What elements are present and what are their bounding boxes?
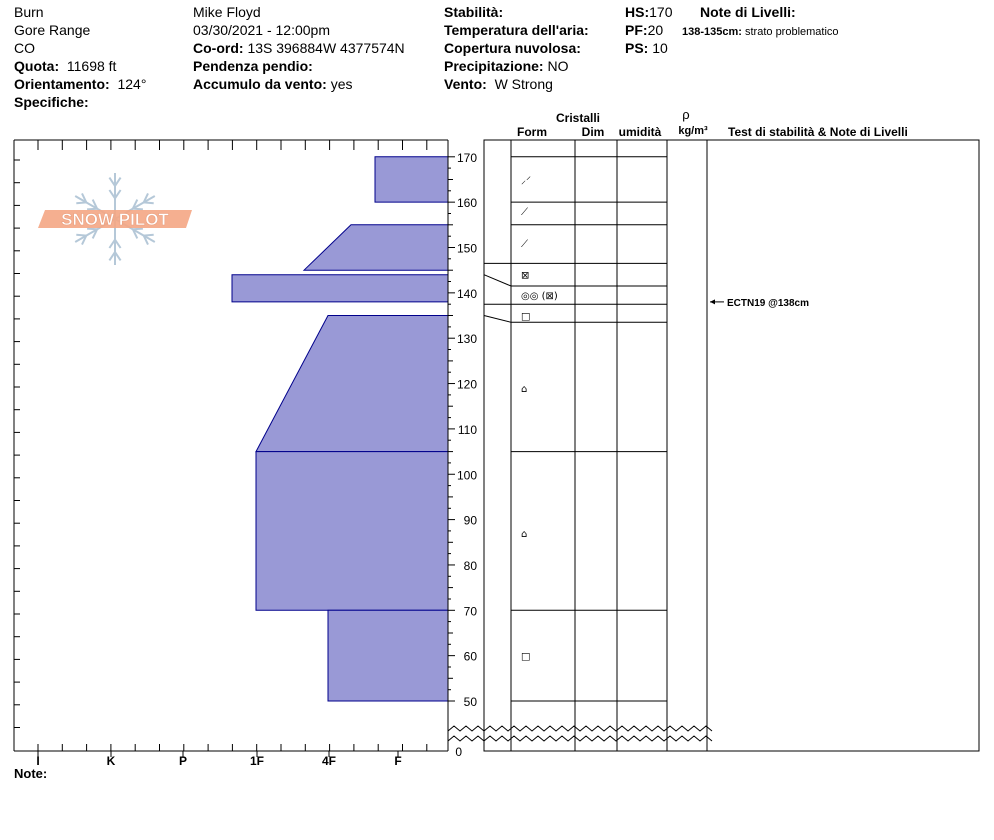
hardness-layer bbox=[328, 610, 448, 701]
hardness-label: 1F bbox=[249, 754, 265, 768]
stability-notes-header: Test di stabilità & Note di Livelli bbox=[728, 125, 908, 139]
grain-form-symbol: ⌂ bbox=[521, 384, 528, 396]
hardness-layer bbox=[232, 275, 448, 302]
size-header: Dim bbox=[581, 125, 605, 139]
wind-loading-value: yes bbox=[330, 76, 353, 92]
grain-form-symbols bbox=[521, 176, 558, 663]
hardness-label: K bbox=[106, 754, 116, 768]
layer-note-text: strato problematico bbox=[745, 26, 839, 38]
zigzag-line bbox=[448, 726, 712, 731]
grain-form-symbol: □ bbox=[521, 311, 531, 323]
height-label: 160 bbox=[456, 196, 477, 211]
hardness-layer bbox=[304, 225, 448, 270]
height-axis bbox=[448, 140, 477, 759]
hardness-label: P bbox=[178, 754, 188, 768]
moisture-header: umidità bbox=[618, 125, 662, 139]
height-label: 70 bbox=[463, 604, 477, 619]
hardness-layer bbox=[256, 452, 448, 611]
pf-value: 20 bbox=[647, 22, 664, 38]
height-label: 100 bbox=[456, 468, 477, 483]
form-header: Form bbox=[517, 125, 547, 139]
snowflake-branch bbox=[76, 202, 86, 203]
snowflake-branch bbox=[144, 202, 154, 203]
rho-header: ρ bbox=[682, 107, 690, 122]
zigzag-line bbox=[448, 736, 712, 741]
observer-name: Mike Floyd bbox=[193, 4, 261, 20]
grain-form-symbol: □ bbox=[521, 651, 531, 663]
hardness-layer bbox=[375, 157, 448, 202]
air-temp-label: Temperatura dell'aria: bbox=[444, 22, 589, 38]
aspect-label: Orientamento: bbox=[14, 76, 110, 92]
ps-value: 10 bbox=[652, 40, 668, 56]
crystal-table-border bbox=[484, 140, 979, 751]
hs-label: HS: bbox=[625, 4, 650, 20]
notes-label: Note: bbox=[14, 766, 48, 781]
arrowhead-icon bbox=[710, 299, 715, 304]
crystals-header: Cristalli bbox=[555, 111, 601, 125]
hardness-side-ticks bbox=[14, 160, 20, 728]
density-unit-header: kg/m³ bbox=[678, 125, 708, 137]
aspect-value: 124° bbox=[117, 76, 147, 92]
crystal-column-headers bbox=[517, 107, 908, 139]
height-label: 120 bbox=[456, 377, 477, 392]
grain-form-symbol: ⟋ bbox=[521, 239, 528, 250]
sky-label: Copertura nuvolosa: bbox=[444, 40, 581, 56]
height-label: 80 bbox=[463, 559, 477, 573]
stability-label: Stabilità: bbox=[444, 4, 504, 20]
range-name: Gore Range bbox=[14, 22, 91, 38]
hardness-label: I bbox=[36, 754, 40, 768]
snowflake-branch bbox=[76, 235, 86, 236]
height-label: 60 bbox=[463, 649, 477, 664]
observation-datetime: 03/30/2021 - 12:00pm bbox=[193, 22, 330, 38]
pf-label: PF: bbox=[625, 22, 648, 38]
slope-label: Pendenza pendio: bbox=[193, 58, 313, 74]
elevation-value: 11698 ft bbox=[66, 58, 117, 74]
wind-label: Vento: bbox=[444, 76, 487, 92]
layer-connector bbox=[484, 316, 511, 323]
specifics-label: Specifiche: bbox=[14, 94, 89, 110]
precip-value: NO bbox=[547, 58, 569, 74]
grain-form-symbol: ◎◎ (⊠) bbox=[521, 291, 558, 303]
height-label: 130 bbox=[456, 332, 477, 347]
height-label: 90 bbox=[463, 513, 477, 528]
height-label: 140 bbox=[456, 286, 477, 301]
layer-connector bbox=[484, 275, 511, 286]
hardness-label: F bbox=[394, 754, 402, 768]
grain-form-symbol: ⸝⸍ bbox=[521, 175, 531, 187]
hardness-axis-labels bbox=[36, 751, 401, 768]
wind-loading-label: Accumulo da vento: bbox=[193, 76, 327, 92]
snowpilot-logo bbox=[38, 173, 192, 265]
grain-form-symbol: ⊠ bbox=[521, 270, 530, 282]
layer-notes-label: Note di Livelli: bbox=[700, 4, 796, 20]
logo-text: SNOW PILOT bbox=[61, 210, 169, 229]
axis-break-zigzag bbox=[448, 726, 712, 741]
layer-note-range: 138-135cm: bbox=[682, 26, 742, 38]
snowflake-branch bbox=[144, 235, 154, 236]
grain-form-symbol: ⌂ bbox=[521, 529, 528, 541]
height-label: 170 bbox=[456, 150, 477, 165]
hs-value: 170 bbox=[649, 4, 673, 20]
height-zero-label: 0 bbox=[455, 745, 462, 759]
stability-test-label: ECTN19 @138cm bbox=[727, 297, 810, 309]
height-label: 110 bbox=[457, 422, 477, 437]
elevation-label: Quota: bbox=[14, 58, 60, 74]
hardness-label: 4F bbox=[321, 754, 337, 768]
ps-label: PS: bbox=[625, 40, 649, 56]
wind-value: W Strong bbox=[494, 76, 553, 92]
hardness-layer bbox=[256, 316, 448, 452]
location-name: Burn bbox=[14, 4, 44, 20]
hardness-profile bbox=[232, 157, 448, 701]
coord-label: Co-ord: bbox=[193, 40, 244, 56]
precip-label: Precipitazione: bbox=[444, 58, 544, 74]
stability-test-annotations bbox=[710, 298, 809, 309]
grain-form-symbol: ⟋ bbox=[521, 207, 528, 219]
height-label: 150 bbox=[456, 241, 477, 256]
coord-value: 13S 396884W 4377574N bbox=[247, 40, 405, 56]
height-label: 50 bbox=[463, 695, 477, 709]
layer-grid bbox=[484, 140, 979, 751]
state-name: CO bbox=[14, 40, 35, 56]
